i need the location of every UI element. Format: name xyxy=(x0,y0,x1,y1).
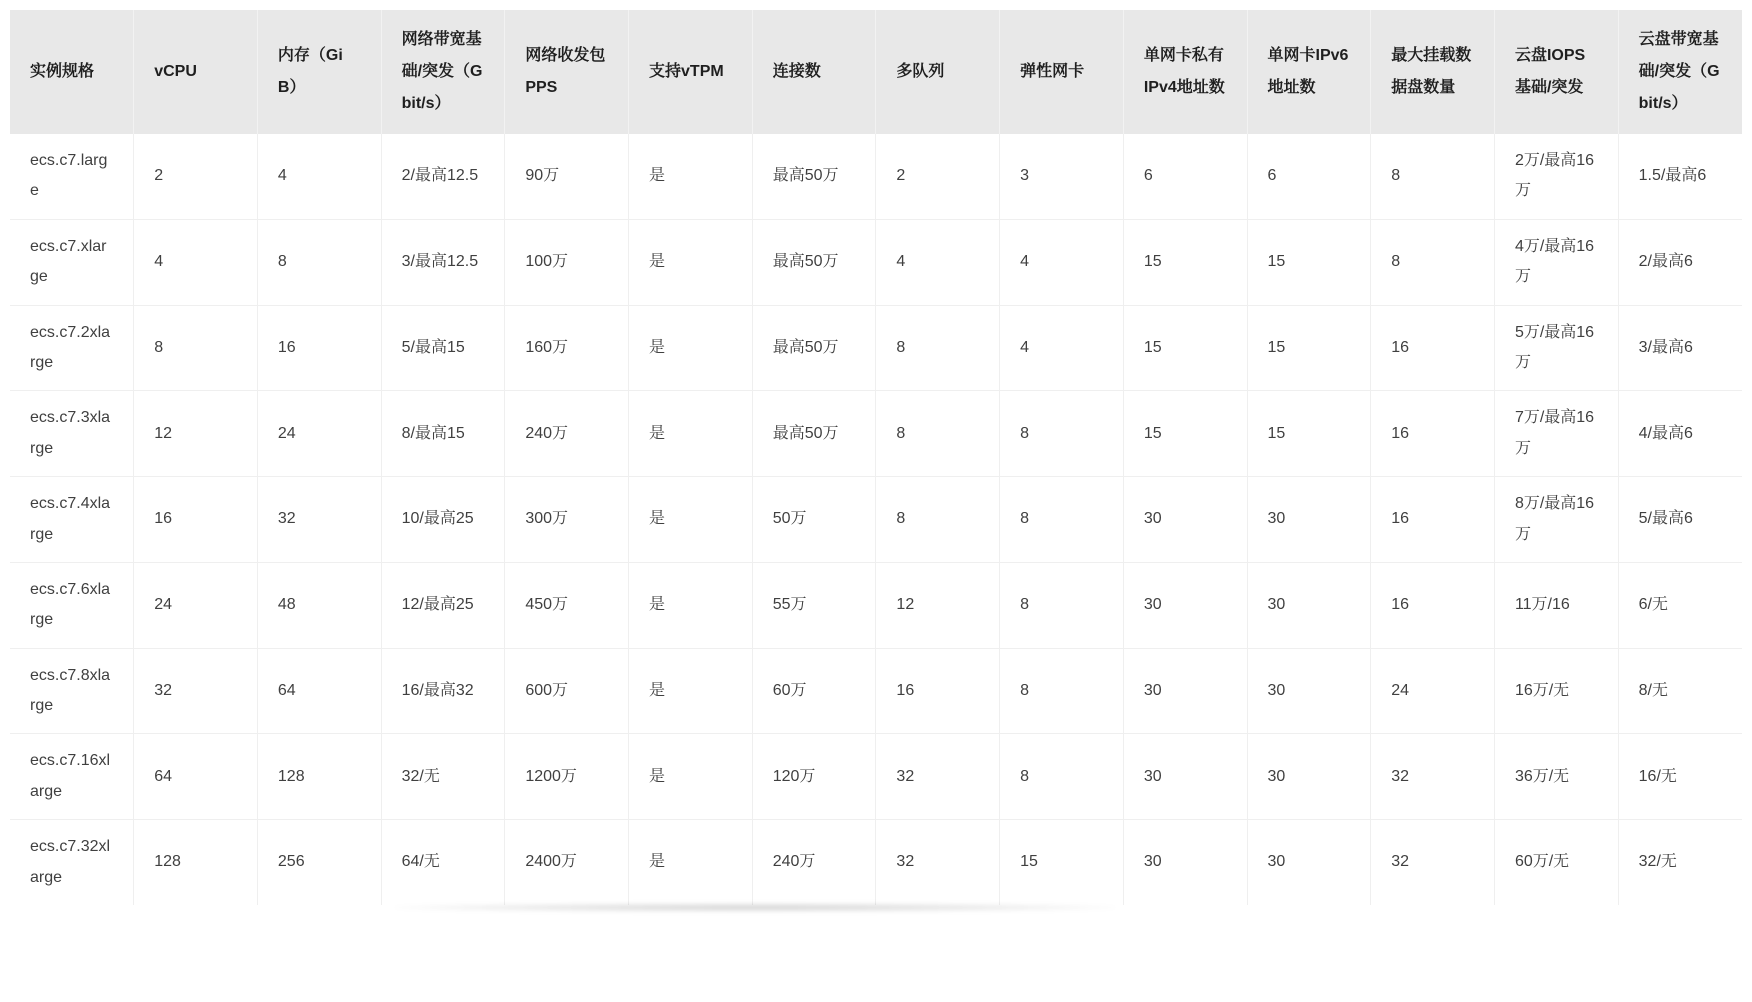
table-cell: 32/无 xyxy=(1618,820,1742,905)
table-cell: 55万 xyxy=(752,562,876,648)
table-cell: 15 xyxy=(1247,219,1371,305)
table-cell: 30 xyxy=(1247,562,1371,648)
table-cell: 3 xyxy=(1000,134,1124,219)
table-cell: 30 xyxy=(1247,477,1371,563)
table-cell: 8/最高15 xyxy=(381,391,505,477)
table-cell: 8 xyxy=(1371,219,1495,305)
table-row xyxy=(10,305,1742,391)
table-cell: 12/最高25 xyxy=(381,562,505,648)
table-cell: 16万/无 xyxy=(1494,648,1618,734)
table-cell: 2 xyxy=(134,134,258,219)
table-cell: 120万 xyxy=(752,734,876,820)
table-cell: 16 xyxy=(1371,391,1495,477)
column-header: 多队列 xyxy=(876,10,1000,134)
table-cell: 2万/最高16万 xyxy=(1494,134,1618,219)
table-cell: 50万 xyxy=(752,477,876,563)
table-cell: 16 xyxy=(876,648,1000,734)
table-cell: 8 xyxy=(257,219,381,305)
table-cell: 8 xyxy=(1371,134,1495,219)
instance-type-cell: ecs.c7.large xyxy=(10,134,134,219)
table-cell: 2 xyxy=(876,134,1000,219)
table-cell: 4 xyxy=(134,219,258,305)
table-cell: 30 xyxy=(1247,648,1371,734)
table-head xyxy=(10,10,1742,134)
column-header: 最大挂载数据盘数量 xyxy=(1371,10,1495,134)
table-cell: 是 xyxy=(629,562,753,648)
table-cell: 7万/最高16万 xyxy=(1494,391,1618,477)
table-cell: 最高50万 xyxy=(752,305,876,391)
table-container xyxy=(10,10,1746,905)
column-header: 云盘IOPS基础/突发 xyxy=(1494,10,1618,134)
table-cell: 是 xyxy=(629,477,753,563)
table-cell: 3/最高12.5 xyxy=(381,219,505,305)
table-cell: 是 xyxy=(629,219,753,305)
table-cell: 8万/最高16万 xyxy=(1494,477,1618,563)
table-body xyxy=(10,134,1742,905)
table-row xyxy=(10,219,1742,305)
table-cell: 32 xyxy=(876,734,1000,820)
table-cell: 1200万 xyxy=(505,734,629,820)
table-cell: 3/最高6 xyxy=(1618,305,1742,391)
table-cell: 32 xyxy=(134,648,258,734)
table-cell: 160万 xyxy=(505,305,629,391)
table-cell: 32 xyxy=(1371,820,1495,905)
table-cell: 32/无 xyxy=(381,734,505,820)
column-header: 弹性网卡 xyxy=(1000,10,1124,134)
table-cell: 2400万 xyxy=(505,820,629,905)
column-header: 实例规格 xyxy=(10,10,134,134)
table-cell: 5/最高15 xyxy=(381,305,505,391)
column-header: 单网卡IPv6地址数 xyxy=(1247,10,1371,134)
table-cell: 是 xyxy=(629,134,753,219)
table-cell: 2/最高12.5 xyxy=(381,134,505,219)
table-cell: 16 xyxy=(1371,305,1495,391)
table-row xyxy=(10,648,1742,734)
table-row xyxy=(10,391,1742,477)
table-cell: 24 xyxy=(1371,648,1495,734)
table-cell: 30 xyxy=(1123,562,1247,648)
table-cell: 240万 xyxy=(752,820,876,905)
table-cell: 4/最高6 xyxy=(1618,391,1742,477)
table-cell: 30 xyxy=(1247,734,1371,820)
table-row xyxy=(10,734,1742,820)
table-cell: 16/最高32 xyxy=(381,648,505,734)
table-cell: 是 xyxy=(629,648,753,734)
table-cell: 最高50万 xyxy=(752,219,876,305)
table-cell: 16 xyxy=(1371,562,1495,648)
table-row xyxy=(10,477,1742,563)
table-cell: 30 xyxy=(1123,734,1247,820)
table-row xyxy=(10,562,1742,648)
table-cell: 256 xyxy=(257,820,381,905)
table-cell: 15 xyxy=(1123,391,1247,477)
column-header: 网络收发包PPS xyxy=(505,10,629,134)
column-header: 网络带宽基础/突发（Gbit/s） xyxy=(381,10,505,134)
table-cell: 60万 xyxy=(752,648,876,734)
table-cell: 24 xyxy=(257,391,381,477)
column-header: 连接数 xyxy=(752,10,876,134)
table-cell: 8 xyxy=(876,477,1000,563)
table-cell: 6 xyxy=(1247,134,1371,219)
table-cell: 240万 xyxy=(505,391,629,477)
table-cell: 16 xyxy=(134,477,258,563)
table-cell: 8 xyxy=(134,305,258,391)
table-cell: 是 xyxy=(629,305,753,391)
instance-type-cell: ecs.c7.32xlarge xyxy=(10,820,134,905)
table-cell: 15 xyxy=(1000,820,1124,905)
table-cell: 32 xyxy=(1371,734,1495,820)
table-cell: 是 xyxy=(629,391,753,477)
table-cell: 8/无 xyxy=(1618,648,1742,734)
table-cell: 30 xyxy=(1123,820,1247,905)
table-row xyxy=(10,134,1742,219)
column-header: 内存（GiB） xyxy=(257,10,381,134)
table-cell: 11万/16 xyxy=(1494,562,1618,648)
table-row xyxy=(10,820,1742,905)
table-cell: 6/无 xyxy=(1618,562,1742,648)
table-cell: 4万/最高16万 xyxy=(1494,219,1618,305)
table-cell: 12 xyxy=(876,562,1000,648)
header-row xyxy=(10,10,1742,134)
instance-type-cell: ecs.c7.4xlarge xyxy=(10,477,134,563)
table-cell: 8 xyxy=(1000,562,1124,648)
table-cell: 90万 xyxy=(505,134,629,219)
table-cell: 100万 xyxy=(505,219,629,305)
table-cell: 4 xyxy=(876,219,1000,305)
table-cell: 128 xyxy=(134,820,258,905)
column-header: 单网卡私有IPv4地址数 xyxy=(1123,10,1247,134)
table-cell: 是 xyxy=(629,820,753,905)
table-cell: 16 xyxy=(257,305,381,391)
table-cell: 8 xyxy=(876,391,1000,477)
table-cell: 8 xyxy=(1000,477,1124,563)
table-cell: 是 xyxy=(629,734,753,820)
column-header: 支持vTPM xyxy=(629,10,753,134)
table-cell: 12 xyxy=(134,391,258,477)
table-cell: 15 xyxy=(1123,219,1247,305)
instance-type-cell: ecs.c7.8xlarge xyxy=(10,648,134,734)
table-cell: 15 xyxy=(1123,305,1247,391)
table-cell: 15 xyxy=(1247,391,1371,477)
table-cell: 15 xyxy=(1247,305,1371,391)
table-cell: 最高50万 xyxy=(752,134,876,219)
table-cell: 10/最高25 xyxy=(381,477,505,563)
table-cell: 8 xyxy=(1000,648,1124,734)
table-cell: 32 xyxy=(876,820,1000,905)
table-cell: 36万/无 xyxy=(1494,734,1618,820)
table-cell: 4 xyxy=(1000,219,1124,305)
table-cell: 128 xyxy=(257,734,381,820)
instance-type-cell: ecs.c7.6xlarge xyxy=(10,562,134,648)
table-cell: 30 xyxy=(1247,820,1371,905)
table-cell: 30 xyxy=(1123,477,1247,563)
table-cell: 5万/最高16万 xyxy=(1494,305,1618,391)
table-cell: 2/最高6 xyxy=(1618,219,1742,305)
table-cell: 64 xyxy=(257,648,381,734)
table-cell: 6 xyxy=(1123,134,1247,219)
table-cell: 4 xyxy=(257,134,381,219)
table-cell: 48 xyxy=(257,562,381,648)
table-cell: 450万 xyxy=(505,562,629,648)
instance-type-cell: ecs.c7.xlarge xyxy=(10,219,134,305)
table-cell: 8 xyxy=(1000,734,1124,820)
instance-type-cell: ecs.c7.16xlarge xyxy=(10,734,134,820)
table-cell: 24 xyxy=(134,562,258,648)
table-cell: 1.5/最高6 xyxy=(1618,134,1742,219)
column-header: 云盘带宽基础/突发（Gbit/s） xyxy=(1618,10,1742,134)
table-cell: 64 xyxy=(134,734,258,820)
table-cell: 600万 xyxy=(505,648,629,734)
table-cell: 8 xyxy=(1000,391,1124,477)
instance-type-cell: ecs.c7.3xlarge xyxy=(10,391,134,477)
table-cell: 30 xyxy=(1123,648,1247,734)
table-cell: 16/无 xyxy=(1618,734,1742,820)
table-cell: 16 xyxy=(1371,477,1495,563)
table-cell: 最高50万 xyxy=(752,391,876,477)
table-cell: 32 xyxy=(257,477,381,563)
table-cell: 8 xyxy=(876,305,1000,391)
table-cell: 60万/无 xyxy=(1494,820,1618,905)
table-cell: 300万 xyxy=(505,477,629,563)
table-cell: 5/最高6 xyxy=(1618,477,1742,563)
table-cell: 4 xyxy=(1000,305,1124,391)
column-header: vCPU xyxy=(134,10,258,134)
instance-spec-table xyxy=(10,10,1742,905)
table-cell: 64/无 xyxy=(381,820,505,905)
instance-type-cell: ecs.c7.2xlarge xyxy=(10,305,134,391)
